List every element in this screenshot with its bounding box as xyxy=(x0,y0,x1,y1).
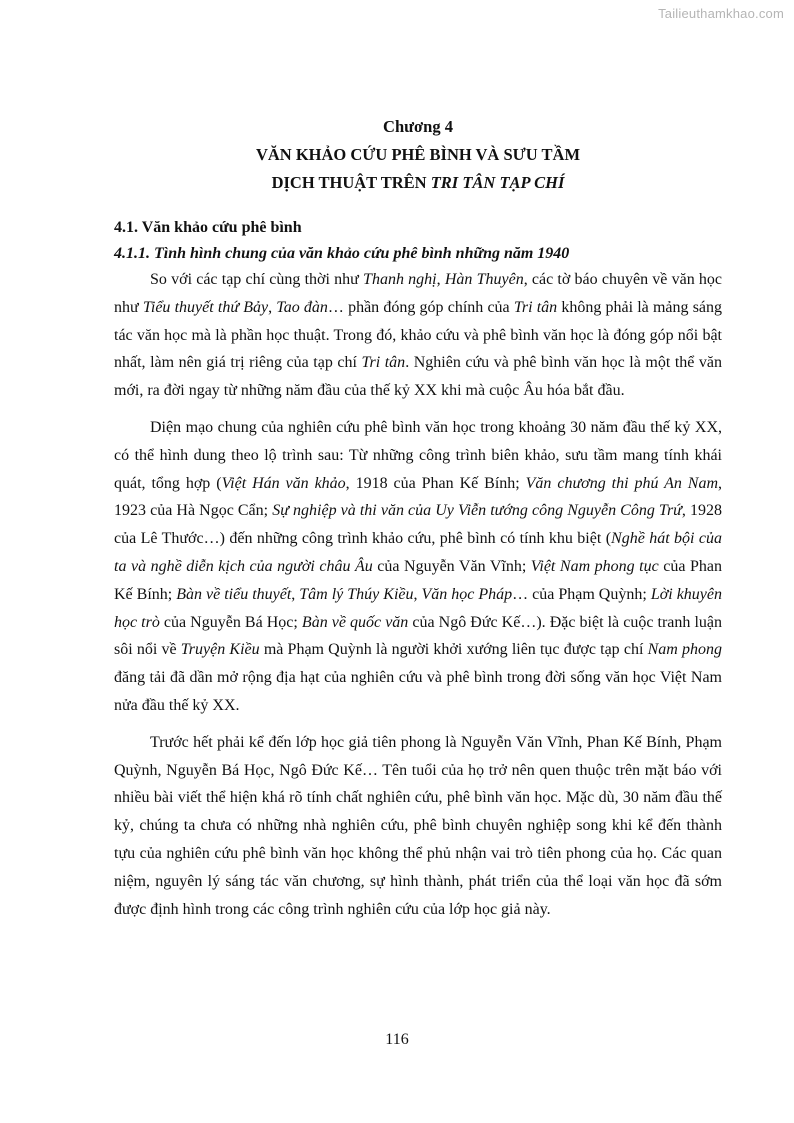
section-heading: 4.1. Văn khảo cứu phê bình xyxy=(114,219,302,236)
italic-title: Văn học Pháp xyxy=(421,585,513,603)
italic-title: Việt Hán văn khảo xyxy=(221,474,346,492)
italic-title: Tao đàn xyxy=(276,298,328,316)
text-run: … phần đóng góp chính của xyxy=(327,298,514,316)
text-run: , xyxy=(291,585,300,603)
italic-title: Sự nghiệp và thi văn của Uy Viễn tướng công Nguyễn Công Trứ xyxy=(272,502,682,520)
text-run: , các tờ báo chuyên về văn học như xyxy=(114,271,723,316)
text-run: So với các tạp chí cùng thời như xyxy=(150,271,364,288)
chapter-number: Chương 4 xyxy=(383,117,453,136)
italic-title: Bàn về tiểu thuyết xyxy=(176,585,292,603)
text-run: , 1918 của Phan Kế Bính; xyxy=(345,474,526,492)
text-run: , xyxy=(268,298,277,316)
text-run: của Nguyễn Văn Vĩnh; xyxy=(372,557,531,575)
italic-title: Thanh nghị xyxy=(363,271,437,288)
text-run: mà Phạm Quỳnh là người khởi xướng liên tục được tạp chí xyxy=(259,641,648,659)
text-run: của Phan Kế Bính; xyxy=(114,557,722,603)
text-run: … của Phạm Quỳnh; xyxy=(512,585,651,603)
text-run: . Nghiên cứu và phê bình văn học là một thể văn mới, ra đời ngay từ những năm đầu của thế kỷ XX khi mà cuộc Âu hóa bắt đầu. xyxy=(114,354,723,400)
paragraph-2 xyxy=(114,414,722,720)
chapter-title-line1: VĂN KHẢO CỨU PHÊ BÌNH VÀ SƯU TẦM xyxy=(255,145,581,164)
text-run: Diện mạo chung của nghiên cứu phê bình văn học trong khoảng 30 năm đầu thế kỷ XX, có thể hình dung theo lộ trình sau: Từ những công trình biên khảo, sưu tầm mang tính khái quát, tổng hợp ( xyxy=(114,418,722,492)
text-run: , xyxy=(436,271,445,288)
text-run: của Ngô Đức Kế…). Đặc biệt là cuộc tranh luận sôi nổi về xyxy=(114,613,722,659)
text-run: , 1928 của Lê Thước…) đến những công trình khảo cứu, phê bình có tính khu biệt ( xyxy=(114,502,722,548)
text-run: , 1923 của Hà Ngọc Cẩn; xyxy=(114,474,723,520)
paragraph-1 xyxy=(114,266,722,405)
italic-title: Nam phong xyxy=(647,641,723,659)
page-number: 116 xyxy=(385,1031,409,1048)
text-run: , xyxy=(413,585,422,603)
italic-title: Truyện Kiều xyxy=(180,641,260,659)
document-page xyxy=(114,113,722,923)
italic-title: Bàn về quốc văn xyxy=(301,613,409,631)
text-run: đăng tải đã dần mở rộng địa hạt của nghiên cứu và phê bình trong đời sống văn học Việt Nam nửa đầu thế kỷ XX. xyxy=(114,669,722,714)
chapter-title-journal-name: TRI TÂN TẠP CHÍ xyxy=(430,173,565,192)
italic-title: Việt Nam phong tục xyxy=(530,557,659,575)
italic-title: Tâm lý Thúy Kiều xyxy=(299,585,414,603)
text-run: của Nguyễn Bá Học; xyxy=(159,613,302,631)
text-run: không phải là mảng sáng tác văn học mà là phần học thuật. Trong đó, khảo cứu và phê bình văn học là đóng góp nổi bật nhất, làm nên giá trị riêng của tạp chí xyxy=(114,298,723,372)
italic-title: Tri tân xyxy=(513,298,558,316)
italic-title: Nghề hát bội của ta và nghề diễn kịch của người châu Âu xyxy=(114,530,723,575)
italic-title: Văn chương thi phú An Nam xyxy=(525,474,719,492)
watermark: Tailieuthamkhao.com xyxy=(658,6,784,21)
italic-title: Tiểu thuyết thứ Bảy xyxy=(142,298,269,316)
chapter-title-line2-plain: DỊCH THUẬT TRÊN xyxy=(271,173,431,192)
text-run: Trước hết phải kể đến lớp học giả tiên phong là Nguyễn Văn Vĩnh, Phan Kế Bính, Phạm Quỳnh, Nguyễn Bá Học, Ngô Đức Kế… Tên tuổi của họ trở nên quen thuộc trên mặt báo với nhiều bài viết thể hiện khá rõ tính chất nghiên cứu, phê bình văn học. Mặc dù, 30 năm đầu thế kỷ, chúng ta chưa có những nhà nghiên cứu, phê bình chuyên nghiệp song khi kể đến thành tựu của nghiên cứu phê bình văn học không thể phủ nhận vai trò tiên phong của họ. Các quan niệm, nguyên lý sáng tác văn chương, sự hình thành, phát triển của thể loại văn học đã sớm được định hình trong các công trình nghiên cứu của lớp học giả này. xyxy=(114,733,722,918)
italic-title: Lời khuyên học trò xyxy=(114,585,722,631)
paragraph-3 xyxy=(114,729,722,924)
subsection-heading: 4.1.1. Tình hình chung của văn khảo cứu phê bình những năm 1940 xyxy=(114,245,570,262)
italic-title: Hàn Thuyên xyxy=(444,271,524,288)
chapter-title-line2 xyxy=(114,169,722,197)
italic-title: Tri tân xyxy=(361,354,406,372)
